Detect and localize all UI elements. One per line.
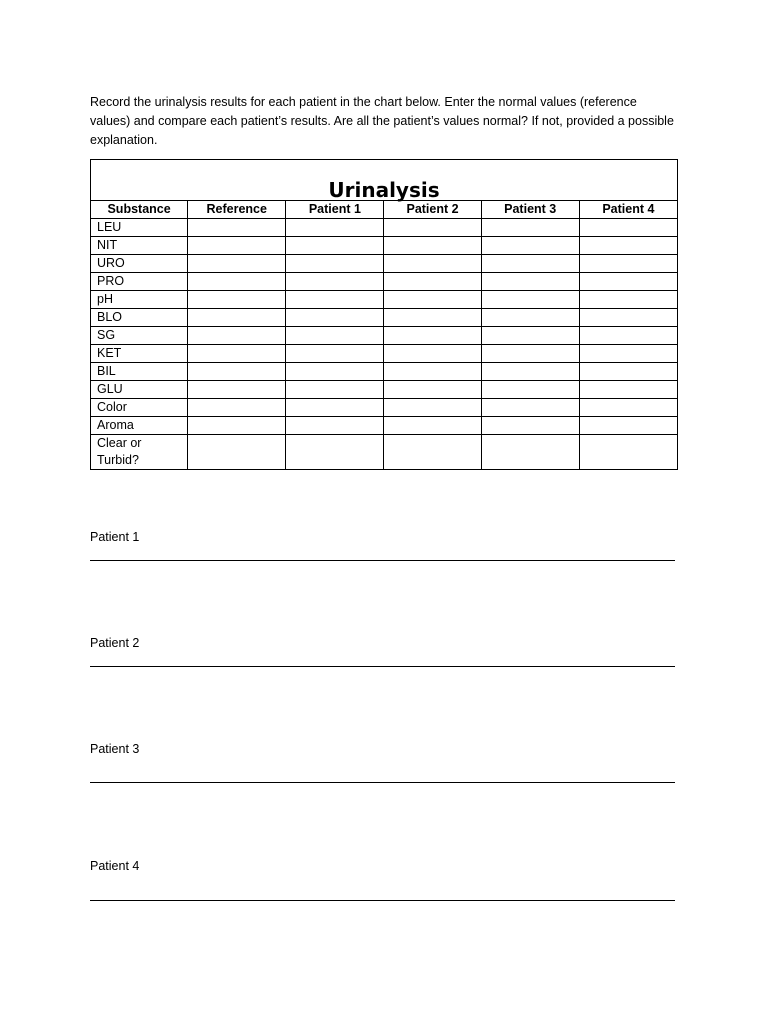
reference-cell[interactable] [188, 273, 286, 291]
patient-2-answer-line[interactable] [90, 666, 675, 667]
table-row [91, 219, 678, 237]
reference-cell[interactable] [188, 417, 286, 435]
col-header-patient-4: Patient 4 [579, 201, 677, 219]
reference-cell[interactable] [188, 399, 286, 417]
patient-3-cell[interactable] [481, 327, 579, 345]
patient-4-cell[interactable] [579, 255, 677, 273]
table-row [91, 309, 678, 327]
patient-3-cell[interactable] [481, 237, 579, 255]
patient-1-cell[interactable] [286, 363, 384, 381]
patient-4-cell[interactable] [579, 345, 677, 363]
substance-cell: Aroma [91, 417, 188, 435]
patient-4-cell[interactable] [579, 291, 677, 309]
patient-3-cell[interactable] [481, 219, 579, 237]
patient-1-cell[interactable] [286, 417, 384, 435]
patient-1-cell[interactable] [286, 237, 384, 255]
patient-1-cell[interactable] [286, 255, 384, 273]
table-row [91, 381, 678, 399]
table-row [91, 237, 678, 255]
patient-3-cell[interactable] [481, 435, 579, 470]
table-row [91, 399, 678, 417]
patient-4-answer [90, 858, 678, 874]
substance-cell: Color [91, 399, 188, 417]
patient-4-cell[interactable] [579, 273, 677, 291]
patient-3-cell[interactable] [481, 255, 579, 273]
patient-4-cell[interactable] [579, 435, 677, 470]
urinalysis-table [90, 159, 678, 470]
patient-3-cell[interactable] [481, 399, 579, 417]
patient-4-cell[interactable] [579, 309, 677, 327]
patient-2-answer [90, 635, 678, 651]
table-row [91, 255, 678, 273]
patient-1-answer-line[interactable] [90, 560, 675, 561]
patient-4-cell[interactable] [579, 417, 677, 435]
patient-2-cell[interactable] [384, 399, 481, 417]
patient-3-cell[interactable] [481, 363, 579, 381]
patient-2-cell[interactable] [384, 291, 481, 309]
substance-cell: SG [91, 327, 188, 345]
patient-4-cell[interactable] [579, 219, 677, 237]
patient-2-cell[interactable] [384, 273, 481, 291]
patient-1-cell[interactable] [286, 381, 384, 399]
patient-1-cell[interactable] [286, 435, 384, 470]
reference-cell[interactable] [188, 219, 286, 237]
reference-cell[interactable] [188, 345, 286, 363]
reference-cell[interactable] [188, 363, 286, 381]
patient-3-cell[interactable] [481, 309, 579, 327]
table-row [91, 363, 678, 381]
patient-3-label: Patient 3 [90, 742, 140, 756]
substance-cell: KET [91, 345, 188, 363]
patient-1-cell[interactable] [286, 291, 384, 309]
table-row [91, 435, 678, 470]
reference-cell[interactable] [188, 291, 286, 309]
patient-2-cell[interactable] [384, 363, 481, 381]
col-header-reference: Reference [188, 201, 286, 219]
col-header-patient-2: Patient 2 [384, 201, 481, 219]
patient-2-cell[interactable] [384, 309, 481, 327]
patient-4-cell[interactable] [579, 381, 677, 399]
header-row [91, 201, 678, 219]
substance-cell: BLO [91, 309, 188, 327]
patient-1-cell[interactable] [286, 219, 384, 237]
patient-1-cell[interactable] [286, 327, 384, 345]
patient-3-answer [90, 741, 678, 757]
table-title: Urinalysis [91, 160, 678, 201]
table-row [91, 345, 678, 363]
patient-2-cell[interactable] [384, 435, 481, 470]
patient-2-cell[interactable] [384, 237, 481, 255]
substance-cell: pH [91, 291, 188, 309]
patient-2-label: Patient 2 [90, 636, 140, 650]
patient-1-cell[interactable] [286, 273, 384, 291]
substance-cell: URO [91, 255, 188, 273]
patient-3-cell[interactable] [481, 291, 579, 309]
patient-4-answer-line[interactable] [90, 900, 675, 901]
patient-4-cell[interactable] [579, 327, 677, 345]
patient-4-cell[interactable] [579, 363, 677, 381]
patient-3-cell[interactable] [481, 381, 579, 399]
col-header-substance: Substance [91, 201, 188, 219]
substance-cell: PRO [91, 273, 188, 291]
patient-3-answer-line[interactable] [90, 782, 675, 783]
patient-2-cell[interactable] [384, 381, 481, 399]
patient-3-cell[interactable] [481, 345, 579, 363]
patient-2-cell[interactable] [384, 345, 481, 363]
col-header-patient-1: Patient 1 [286, 201, 384, 219]
table-row [91, 291, 678, 309]
patient-2-cell[interactable] [384, 255, 481, 273]
patient-2-cell[interactable] [384, 219, 481, 237]
reference-cell[interactable] [188, 327, 286, 345]
reference-cell[interactable] [188, 381, 286, 399]
patient-1-cell[interactable] [286, 309, 384, 327]
patient-3-cell[interactable] [481, 273, 579, 291]
patient-1-answer [90, 529, 678, 545]
substance-cell: BIL [91, 363, 188, 381]
substance-cell: GLU [91, 381, 188, 399]
patient-3-cell[interactable] [481, 417, 579, 435]
table-row [91, 327, 678, 345]
table-row [91, 417, 678, 435]
instructions-text: Record the urinalysis results for each patient in the chart below. Enter the normal values (reference values) and compare each patient’s results. Are all the patient’s values normal? If not, provided a possible explanation. [90, 95, 674, 147]
patient-4-cell[interactable] [579, 399, 677, 417]
patient-2-cell[interactable] [384, 327, 481, 345]
substance-cell: NIT [91, 237, 188, 255]
worksheet [90, 93, 678, 470]
substance-cell: Clear or Turbid? [91, 435, 188, 470]
reference-cell[interactable] [188, 255, 286, 273]
patient-1-cell[interactable] [286, 399, 384, 417]
col-header-patient-3: Patient 3 [481, 201, 579, 219]
reference-cell[interactable] [188, 309, 286, 327]
patient-1-cell[interactable] [286, 345, 384, 363]
patient-4-label: Patient 4 [90, 859, 140, 873]
reference-cell[interactable] [188, 435, 286, 470]
patient-4-cell[interactable] [579, 237, 677, 255]
table-row [91, 273, 678, 291]
patient-2-cell[interactable] [384, 417, 481, 435]
substance-cell: LEU [91, 219, 188, 237]
patient-1-label: Patient 1 [90, 530, 140, 544]
reference-cell[interactable] [188, 237, 286, 255]
